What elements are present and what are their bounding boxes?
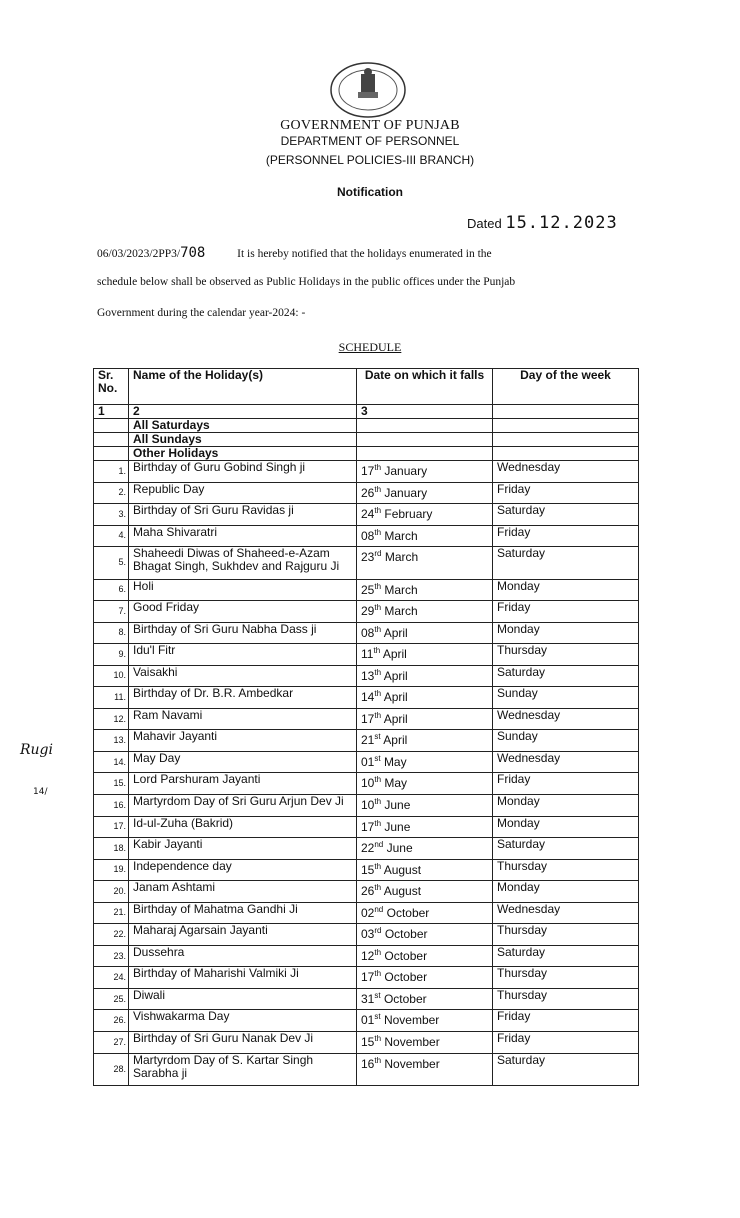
header-holiday-name: Name of the Holiday(s)	[129, 369, 357, 405]
row-date-suffix: th	[374, 581, 382, 591]
row-date-day: 17	[361, 970, 375, 985]
row-weekday: Saturday	[493, 504, 639, 526]
reference-handwritten: 708	[180, 245, 206, 261]
row-date-month: August	[383, 884, 422, 899]
margin-signature: Rugi	[20, 742, 53, 758]
row-date-month: April	[383, 625, 408, 640]
table-row	[94, 644, 639, 666]
row-sr-no: 14.	[94, 751, 129, 773]
table-header-row	[94, 369, 639, 405]
row-date-month: June	[384, 819, 411, 834]
notification-heading: Notification	[337, 185, 403, 199]
table-row	[94, 1010, 639, 1032]
row-date-day: 10	[361, 797, 375, 812]
row-holiday-name: Holi	[129, 579, 357, 601]
row-date-day: 10	[361, 776, 375, 791]
row-date-month: April	[383, 668, 408, 683]
row-date	[357, 547, 493, 579]
table-row	[94, 816, 639, 838]
row-date-suffix: st	[374, 1012, 381, 1022]
row-sr-no: 23.	[94, 945, 129, 967]
row-date-day: 08	[361, 625, 375, 640]
row-sr-no: 28.	[94, 1053, 129, 1085]
row-holiday-name: Martyrdom Day of S. Kartar Singh Sarabha ji	[129, 1053, 357, 1085]
row-date	[357, 525, 493, 547]
row-sr-no: 15.	[94, 773, 129, 795]
row-date	[357, 838, 493, 860]
row-date-month: March	[384, 604, 418, 619]
row-holiday-name: Shaheedi Diwas of Shaheed-e-Azam Bhagat Singh, Sukhdev and Rajguru Ji	[129, 547, 357, 579]
row-date	[357, 881, 493, 903]
row-date-day: 24	[361, 507, 375, 522]
row-date-month: June	[384, 797, 411, 812]
row-date	[357, 859, 493, 881]
row-holiday-name: Diwali	[129, 988, 357, 1010]
table-row	[94, 902, 639, 924]
row-sr-no: 7.	[94, 601, 129, 623]
row-sr-no: 6.	[94, 579, 129, 601]
table-row	[94, 525, 639, 547]
row-date-month: October	[384, 948, 428, 963]
row-holiday-name: Birthday of Sri Guru Nanak Dev Ji	[129, 1031, 357, 1053]
row-sr-no: 20.	[94, 881, 129, 903]
row-sr-no: 9.	[94, 644, 129, 666]
row-date-month: March	[384, 528, 418, 543]
row-sr-no: 8.	[94, 622, 129, 644]
row-sr-no: 26.	[94, 1010, 129, 1032]
row-weekday: Sunday	[493, 687, 639, 709]
group-row	[94, 447, 639, 461]
row-date-day: 31	[361, 991, 375, 1006]
table-row	[94, 924, 639, 946]
row-holiday-name: Vaisakhi	[129, 665, 357, 687]
row-date-suffix: st	[374, 732, 381, 742]
row-weekday: Monday	[493, 622, 639, 644]
row-date	[357, 1053, 493, 1085]
row-date-suffix: th	[374, 527, 382, 537]
row-date-suffix: th	[374, 506, 382, 516]
row-holiday-name: Mahavir Jayanti	[129, 730, 357, 752]
row-holiday-name: Dussehra	[129, 945, 357, 967]
row-weekday: Friday	[493, 773, 639, 795]
row-date-suffix: th	[374, 796, 382, 806]
row-weekday: Saturday	[493, 547, 639, 579]
row-date-month: April	[383, 690, 408, 705]
table-row	[94, 751, 639, 773]
row-holiday-name: Birthday of Sri Guru Nabha Dass ji	[129, 622, 357, 644]
row-date-month: November	[383, 1013, 440, 1028]
row-date	[357, 1010, 493, 1032]
row-weekday: Monday	[493, 816, 639, 838]
row-holiday-name: Lord Parshuram Jayanti	[129, 773, 357, 795]
row-weekday: Wednesday	[493, 902, 639, 924]
row-weekday: Saturday	[493, 838, 639, 860]
row-date-month: October	[383, 991, 427, 1006]
row-sr-no: 18.	[94, 838, 129, 860]
margin-mark: 14/	[33, 787, 48, 797]
row-date-month: January	[384, 485, 428, 500]
table-row	[94, 622, 639, 644]
row-holiday-name: Birthday of Mahatma Gandhi Ji	[129, 902, 357, 924]
row-date	[357, 461, 493, 483]
row-sr-no: 1.	[94, 461, 129, 483]
row-date-month: June	[386, 841, 413, 856]
row-date-day: 26	[361, 485, 375, 500]
col-number-3: 3	[357, 405, 493, 419]
row-date-suffix: th	[374, 775, 382, 785]
row-holiday-name: Birthday of Maharishi Valmiki Ji	[129, 967, 357, 989]
schedule-title: SCHEDULE	[338, 340, 402, 354]
row-date	[357, 579, 493, 601]
row-date-suffix: th	[374, 667, 382, 677]
row-weekday: Thursday	[493, 967, 639, 989]
row-sr-no: 2.	[94, 482, 129, 504]
row-holiday-name: Janam Ashtami	[129, 881, 357, 903]
row-weekday: Wednesday	[493, 751, 639, 773]
row-date-suffix: nd	[374, 840, 384, 850]
table-row	[94, 1053, 639, 1085]
row-holiday-name: Id-ul-Zuha (Bakrid)	[129, 816, 357, 838]
row-date-suffix: th	[374, 1055, 382, 1065]
notification-line-3: Government during the calendar year-2024: -	[97, 307, 306, 319]
row-sr-no: 19.	[94, 859, 129, 881]
notification-text-1: It is hereby notified that the holidays enumerated in the	[237, 248, 492, 260]
table-row	[94, 794, 639, 816]
row-weekday: Sunday	[493, 730, 639, 752]
row-date	[357, 644, 493, 666]
header-date: Date on which it falls	[357, 369, 493, 405]
row-sr-no: 16.	[94, 794, 129, 816]
row-date	[357, 988, 493, 1010]
col-number-2: 2	[129, 405, 357, 419]
row-sr-no: 12.	[94, 708, 129, 730]
row-holiday-name: Republic Day	[129, 482, 357, 504]
table-row	[94, 708, 639, 730]
row-date-suffix: st	[374, 990, 381, 1000]
table-row	[94, 665, 639, 687]
row-date-suffix: nd	[374, 904, 384, 914]
table-row	[94, 967, 639, 989]
row-date-month: August	[383, 862, 422, 877]
row-date-month: May	[383, 754, 407, 769]
row-date	[357, 816, 493, 838]
row-date-month: November	[384, 1034, 440, 1049]
row-holiday-name: Independence day	[129, 859, 357, 881]
row-date-day: 25	[361, 582, 375, 597]
department-title: DEPARTMENT OF PERSONNEL	[280, 134, 460, 148]
row-weekday: Friday	[493, 1010, 639, 1032]
row-sr-no: 17.	[94, 816, 129, 838]
row-weekday: Friday	[493, 1031, 639, 1053]
table-row	[94, 988, 639, 1010]
row-sr-no: 27.	[94, 1031, 129, 1053]
table-row	[94, 1031, 639, 1053]
row-date-suffix: rd	[374, 926, 382, 936]
row-holiday-name: Idu'l Fitr	[129, 644, 357, 666]
table-row	[94, 579, 639, 601]
row-holiday-name: May Day	[129, 751, 357, 773]
row-date-month: April	[383, 733, 408, 748]
row-date-day: 02	[361, 905, 375, 920]
row-date-suffix: th	[374, 861, 382, 871]
group-label: All Sundays	[129, 433, 357, 447]
row-date-day: 12	[361, 948, 375, 963]
col-number-4	[493, 405, 639, 419]
table-row	[94, 687, 639, 709]
row-holiday-name: Maharaj Agarsain Jayanti	[129, 924, 357, 946]
row-weekday: Thursday	[493, 924, 639, 946]
row-date-day: 01	[361, 1013, 375, 1028]
row-date	[357, 665, 493, 687]
row-date-month: May	[384, 776, 408, 791]
row-date-day: 17	[361, 464, 375, 478]
branch-title: (PERSONNEL POLICIES-III BRANCH)	[265, 153, 475, 167]
row-weekday: Monday	[493, 579, 639, 601]
row-date	[357, 924, 493, 946]
row-holiday-name: Good Friday	[129, 601, 357, 623]
row-weekday: Wednesday	[493, 461, 639, 483]
row-weekday: Friday	[493, 601, 639, 623]
row-date-day: 13	[361, 668, 375, 683]
row-date-month: April	[382, 647, 407, 662]
government-title: GOVERNMENT OF PUNJAB	[280, 118, 460, 133]
row-holiday-name: Ram Navami	[129, 708, 357, 730]
notification-line-1	[97, 245, 637, 261]
row-date-suffix: th	[374, 1033, 382, 1043]
row-date-day: 01	[361, 754, 375, 769]
row-date-month: January	[384, 464, 428, 478]
table-row	[94, 601, 639, 623]
row-sr-no: 22.	[94, 924, 129, 946]
row-sr-no: 24.	[94, 967, 129, 989]
row-sr-no: 3.	[94, 504, 129, 526]
row-date-suffix: th	[374, 484, 382, 494]
row-date-day: 15	[361, 1034, 375, 1049]
row-date-suffix: th	[374, 463, 382, 472]
row-date-suffix: th	[374, 883, 382, 893]
row-holiday-name: Vishwakarma Day	[129, 1010, 357, 1032]
row-weekday: Thursday	[493, 644, 639, 666]
row-sr-no: 11.	[94, 687, 129, 709]
row-date	[357, 730, 493, 752]
row-holiday-name: Birthday of Sri Guru Ravidas ji	[129, 504, 357, 526]
col-number-1: 1	[94, 405, 129, 419]
table-row	[94, 881, 639, 903]
reference-prefix: 06/03/2023/2PP3/	[97, 248, 181, 260]
row-weekday: Friday	[493, 482, 639, 504]
row-holiday-name: Birthday of Dr. B.R. Ambedkar	[129, 687, 357, 709]
row-date-month: October	[384, 970, 428, 985]
table-row	[94, 461, 639, 483]
row-weekday: Monday	[493, 794, 639, 816]
row-date-month: March	[384, 550, 419, 565]
row-date-day: 08	[361, 528, 375, 543]
table-row	[94, 945, 639, 967]
row-date	[357, 708, 493, 730]
row-date-suffix: th	[374, 947, 382, 957]
row-weekday: Monday	[493, 881, 639, 903]
row-date-day: 16	[361, 1056, 375, 1071]
row-date-day: 14	[361, 690, 375, 705]
row-date	[357, 902, 493, 924]
header-sr-no: Sr. No.	[94, 369, 129, 405]
row-holiday-name: Maha Shivaratri	[129, 525, 357, 547]
row-sr-no: 25.	[94, 988, 129, 1010]
notification-line-2: schedule below shall be observed as Public Holidays in the public offices under the Punjab	[97, 276, 516, 288]
row-date-month: April	[383, 711, 408, 726]
row-weekday: Saturday	[493, 665, 639, 687]
group-label: Other Holidays	[129, 447, 357, 461]
row-date-suffix: th	[374, 969, 382, 979]
row-date	[357, 1031, 493, 1053]
group-row	[94, 433, 639, 447]
row-date	[357, 504, 493, 526]
row-weekday: Thursday	[493, 859, 639, 881]
row-weekday: Saturday	[493, 1053, 639, 1085]
row-date-day: 11	[361, 647, 374, 662]
header-weekday: Day of the week	[493, 369, 639, 405]
row-date	[357, 794, 493, 816]
group-label: All Saturdays	[129, 419, 357, 433]
row-date-suffix: th	[374, 624, 382, 634]
row-weekday: Friday	[493, 525, 639, 547]
table-row	[94, 504, 639, 526]
row-date-suffix: th	[373, 646, 381, 656]
row-date-day: 23	[361, 550, 375, 565]
row-sr-no: 21.	[94, 902, 129, 924]
row-date-suffix: th	[374, 603, 382, 613]
holiday-table	[93, 368, 639, 1086]
row-date-month: February	[384, 507, 433, 522]
table-row	[94, 838, 639, 860]
row-date-day: 29	[361, 604, 375, 619]
row-date	[357, 945, 493, 967]
row-date-day: 17	[361, 819, 375, 834]
table-row	[94, 859, 639, 881]
dated-line	[467, 213, 618, 233]
row-sr-no: 5.	[94, 547, 129, 579]
table-row	[94, 730, 639, 752]
row-date-day: 15	[361, 862, 375, 877]
row-date	[357, 482, 493, 504]
row-date	[357, 687, 493, 709]
row-date-day: 22	[361, 841, 375, 856]
row-weekday: Thursday	[493, 988, 639, 1010]
dated-label: Dated	[467, 216, 502, 231]
dated-value: 15.12.2023	[505, 213, 618, 233]
row-date-month: March	[384, 582, 418, 597]
row-date	[357, 601, 493, 623]
row-date	[357, 622, 493, 644]
table-row	[94, 547, 639, 579]
row-date-suffix: th	[374, 710, 382, 720]
row-date-suffix: th	[374, 818, 382, 828]
row-date-day: 21	[361, 733, 375, 748]
table-row	[94, 482, 639, 504]
table-row	[94, 773, 639, 795]
row-sr-no: 13.	[94, 730, 129, 752]
government-emblem-icon	[328, 60, 408, 120]
row-date-suffix: th	[374, 689, 382, 699]
row-date-suffix: st	[374, 753, 381, 763]
row-weekday: Wednesday	[493, 708, 639, 730]
row-date	[357, 967, 493, 989]
row-date-day: 26	[361, 884, 375, 899]
row-holiday-name: Kabir Jayanti	[129, 838, 357, 860]
row-date-suffix: rd	[374, 549, 382, 559]
row-date-day: 17	[361, 711, 375, 726]
row-date	[357, 773, 493, 795]
row-date	[357, 751, 493, 773]
row-date-month: November	[384, 1056, 440, 1071]
row-weekday: Saturday	[493, 945, 639, 967]
row-sr-no: 10.	[94, 665, 129, 687]
row-holiday-name: Birthday of Guru Gobind Singh ji	[129, 461, 357, 483]
group-row	[94, 419, 639, 433]
row-date-month: October	[386, 905, 430, 920]
row-date-month: October	[384, 927, 428, 942]
column-number-row	[94, 405, 639, 419]
row-sr-no: 4.	[94, 525, 129, 547]
row-date-day: 03	[361, 927, 375, 942]
row-holiday-name: Martyrdom Day of Sri Guru Arjun Dev Ji	[129, 794, 357, 816]
